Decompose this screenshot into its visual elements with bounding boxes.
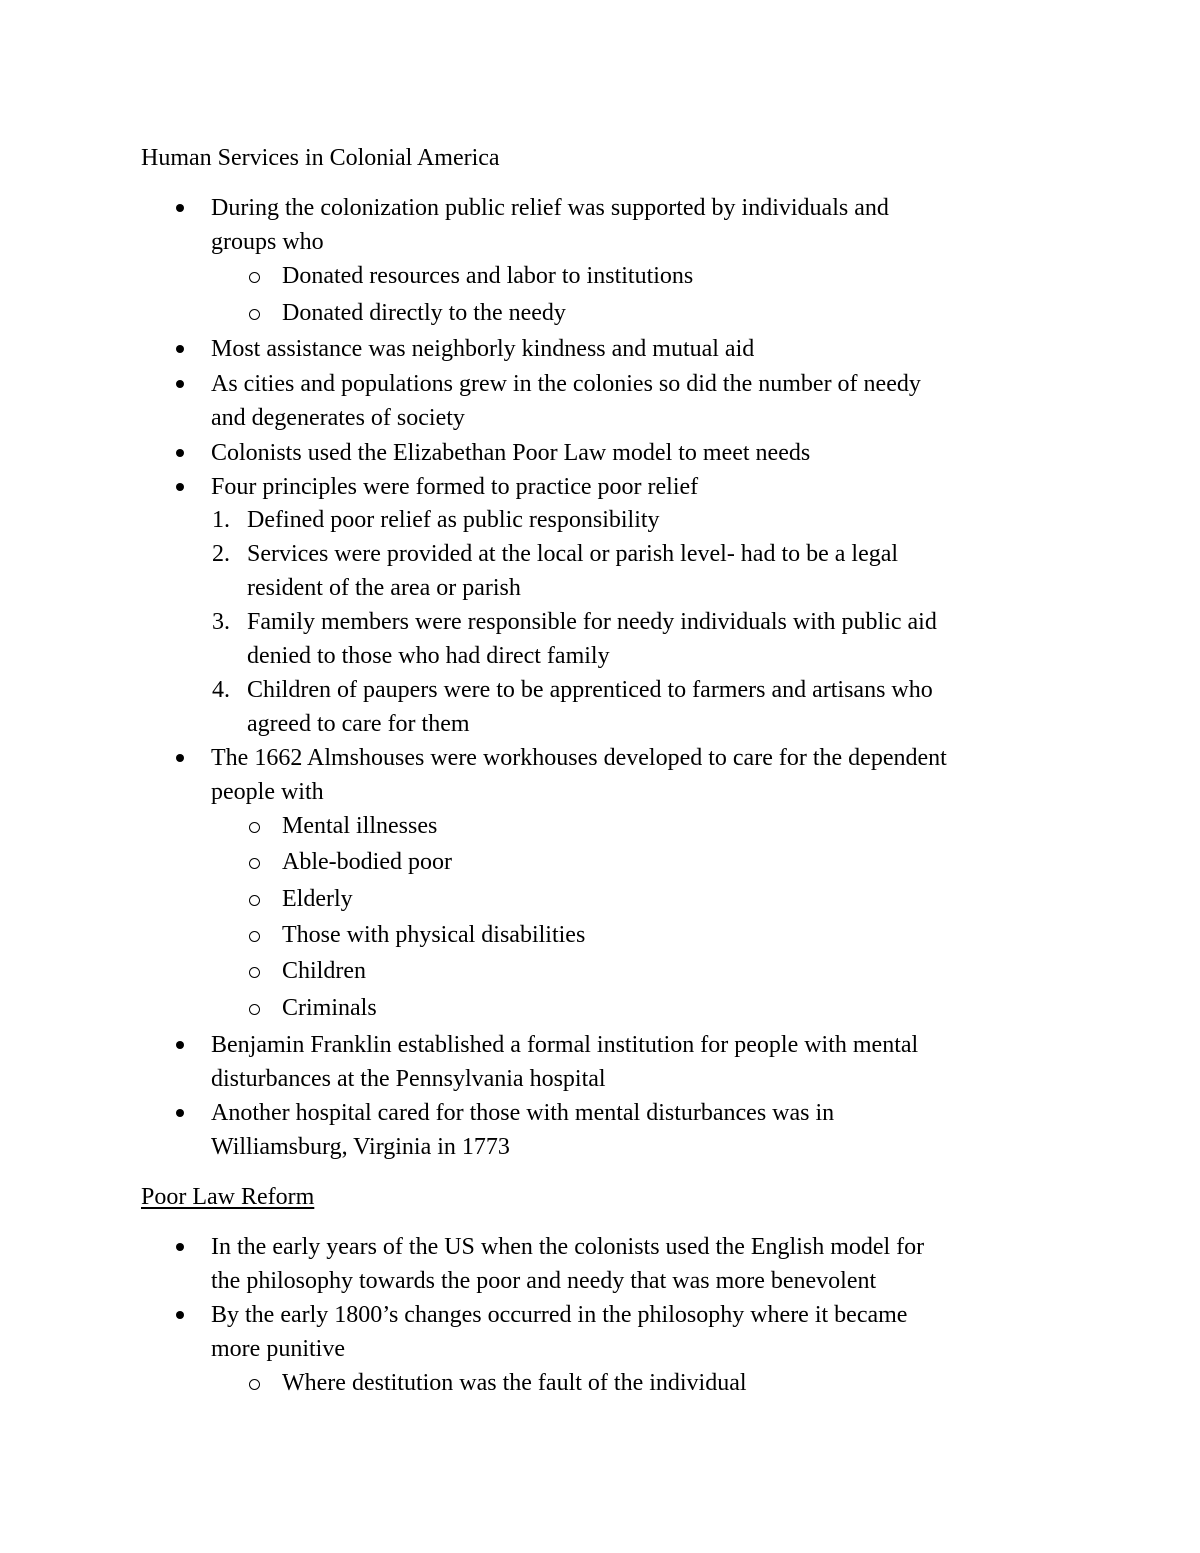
bullet-icon [176,1041,184,1049]
bullet-icon [176,1311,184,1319]
sub-list-item-text: Those with physical disabilities [282,922,586,948]
numbered-item-text: resident of the area or parish [247,575,521,601]
circle-bullet-icon [249,967,260,978]
sub-list-item-text: Children [282,958,366,984]
bullet-icon [176,345,184,353]
bullet-icon [176,449,184,457]
circle-bullet-icon [249,895,260,906]
sub-list-item-text: Elderly [282,886,353,912]
list-item-text: groups who [211,229,324,255]
numbered-item-text: Defined poor relief as public responsibility [247,507,660,533]
list-item-text: Williamsburg, Virginia in 1773 [211,1134,510,1160]
list-item-text: more punitive [211,1336,345,1362]
list-item-text: The 1662 Almshouses were workhouses developed to care for the dependent [211,745,947,771]
sub-list-item-text: Criminals [282,995,377,1021]
circle-bullet-icon [249,309,260,320]
sub-list-item-text: Donated directly to the needy [282,300,566,326]
sub-list-item-text: Able-bodied poor [282,849,452,875]
list-item-text: the philosophy towards the poor and needy that was more benevolent [211,1268,877,1294]
list-item-text: and degenerates of society [211,405,465,431]
list-number: 1. [212,507,230,533]
list-item-text: Another hospital cared for those with mental disturbances was in [211,1100,835,1126]
circle-bullet-icon [249,1379,260,1390]
sub-list-item-text: Donated resources and labor to institutions [282,263,694,289]
section-heading-poor-law-reform: Poor Law Reform [141,1184,315,1210]
bullet-icon [176,204,184,212]
list-item-text: In the early years of the US when the colonists used the English model for [211,1234,925,1260]
numbered-item-text: denied to those who had direct family [247,643,610,669]
circle-bullet-icon [249,858,260,869]
list-item-text: As cities and populations grew in the colonies so did the number of needy [211,371,921,397]
list-item-text: Four principles were formed to practice poor relief [211,474,699,500]
list-item-text: During the colonization public relief was supported by individuals and [211,195,889,221]
list-item-text: By the early 1800’s changes occurred in the philosophy where it became [211,1302,908,1328]
circle-bullet-icon [249,1004,260,1015]
list-item-text: Benjamin Franklin established a formal institution for people with mental [211,1032,919,1058]
numbered-item-text: agreed to care for them [247,711,470,737]
section-heading-colonial-america: Human Services in Colonial America [141,145,500,171]
bullet-icon [176,483,184,491]
bullet-icon [176,380,184,388]
circle-bullet-icon [249,822,260,833]
bullet-icon [176,754,184,762]
numbered-item-text: Services were provided at the local or parish level- had to be a legal [247,541,899,567]
bullet-icon [176,1109,184,1117]
list-number: 2. [212,541,230,567]
list-item-text: people with [211,779,324,805]
circle-bullet-icon [249,272,260,283]
bullet-icon [176,1243,184,1251]
list-item-text: Colonists used the Elizabethan Poor Law model to meet needs [211,440,811,466]
sub-list-item-text: Mental illnesses [282,813,438,839]
list-item-text: disturbances at the Pennsylvania hospital [211,1066,606,1092]
circle-bullet-icon [249,931,260,942]
list-item-text: Most assistance was neighborly kindness and mutual aid [211,336,755,362]
list-number: 4. [212,677,230,703]
numbered-item-text: Children of paupers were to be apprenticed to farmers and artisans who [247,677,933,703]
numbered-item-text: Family members were responsible for needy individuals with public aid [247,609,937,635]
list-number: 3. [212,609,230,635]
sub-list-item-text: Where destitution was the fault of the individual [282,1370,747,1396]
